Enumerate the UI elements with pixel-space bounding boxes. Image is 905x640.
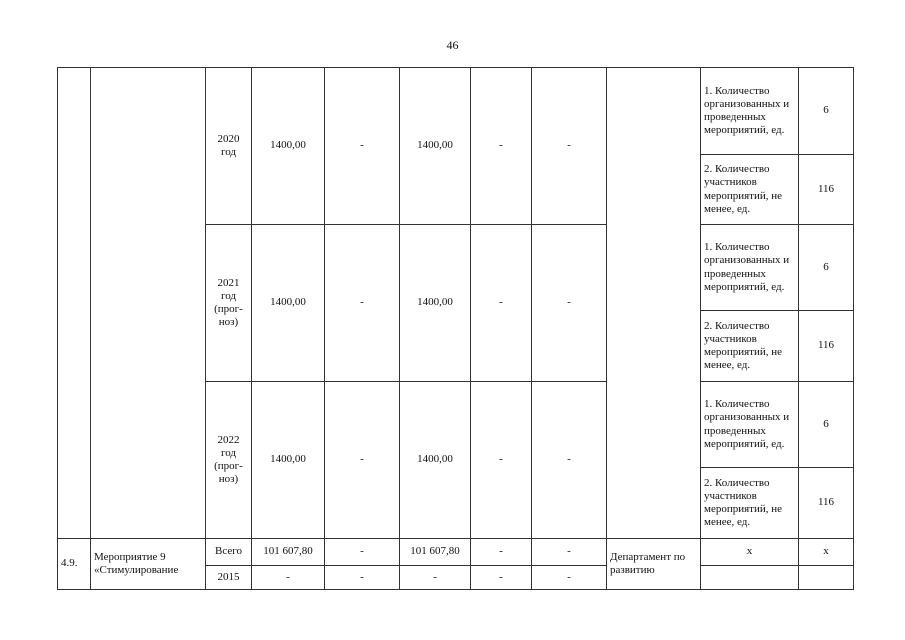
indicator-value: 116 xyxy=(799,311,854,382)
regional-cell: 1400,00 xyxy=(400,225,471,382)
year-cell: 2022 год (прог-ноз) xyxy=(206,382,252,539)
total-cell: 1400,00 xyxy=(252,68,325,225)
regional-cell: 1400,00 xyxy=(400,382,471,539)
total-cell: 101 607,80 xyxy=(252,539,325,566)
local-cell: - xyxy=(471,225,532,382)
total-cell: 1400,00 xyxy=(252,382,325,539)
other-cell: - xyxy=(532,566,607,590)
local-cell: - xyxy=(471,68,532,225)
indicator-value: 6 xyxy=(799,382,854,468)
program-table xyxy=(57,67,854,590)
executor-cell-continued xyxy=(607,68,701,539)
indicator-cell: х xyxy=(701,539,799,566)
local-cell: - xyxy=(471,382,532,539)
other-cell: - xyxy=(532,225,607,382)
indicator-value: 6 xyxy=(799,225,854,311)
total-cell: - xyxy=(252,566,325,590)
table-row xyxy=(58,68,854,155)
measure-number: 4.9. xyxy=(58,539,91,590)
total-cell: 1400,00 xyxy=(252,225,325,382)
indicator-cell: 1. Количество организованных и проведенных мероприятий, ед. xyxy=(701,225,799,311)
federal-cell: - xyxy=(325,539,400,566)
executor-cell: Департамент по развитию xyxy=(607,539,701,590)
indicator-cell: 2. Количество участников мероприятий, не менее, ед. xyxy=(701,468,799,539)
local-cell: - xyxy=(471,539,532,566)
name-cell-continued xyxy=(91,68,206,539)
local-cell: - xyxy=(471,566,532,590)
indicator-value: 6 xyxy=(799,68,854,155)
regional-cell: 101 607,80 xyxy=(400,539,471,566)
indicator-value: 116 xyxy=(799,155,854,225)
num-cell-continued xyxy=(58,68,91,539)
year-cell: 2020 год xyxy=(206,68,252,225)
regional-cell: - xyxy=(400,566,471,590)
indicator-cell xyxy=(701,566,799,590)
indicator-value: 116 xyxy=(799,468,854,539)
indicator-cell: 1. Количество организованных и проведенных мероприятий, ед. xyxy=(701,382,799,468)
federal-cell: - xyxy=(325,382,400,539)
other-cell: - xyxy=(532,68,607,225)
indicator-cell: 2. Количество участников мероприятий, не менее, ед. xyxy=(701,155,799,225)
other-cell: - xyxy=(532,382,607,539)
page-number: 46 xyxy=(446,38,459,52)
federal-cell: - xyxy=(325,68,400,225)
year-cell: 2021 год (прог-ноз) xyxy=(206,225,252,382)
indicator-cell: 2. Количество участников мероприятий, не менее, ед. xyxy=(701,311,799,382)
federal-cell: - xyxy=(325,566,400,590)
total-label: Всего xyxy=(206,539,252,566)
federal-cell: - xyxy=(325,225,400,382)
year-cell: 2015 xyxy=(206,566,252,590)
other-cell: - xyxy=(532,539,607,566)
table-row xyxy=(58,539,854,566)
measure-name: Мероприятие 9 «Стимулирование xyxy=(91,539,206,590)
indicator-value: х xyxy=(799,539,854,566)
indicator-cell: 1. Количество организованных и проведенных мероприятий, ед. xyxy=(701,68,799,155)
indicator-value xyxy=(799,566,854,590)
regional-cell: 1400,00 xyxy=(400,68,471,225)
